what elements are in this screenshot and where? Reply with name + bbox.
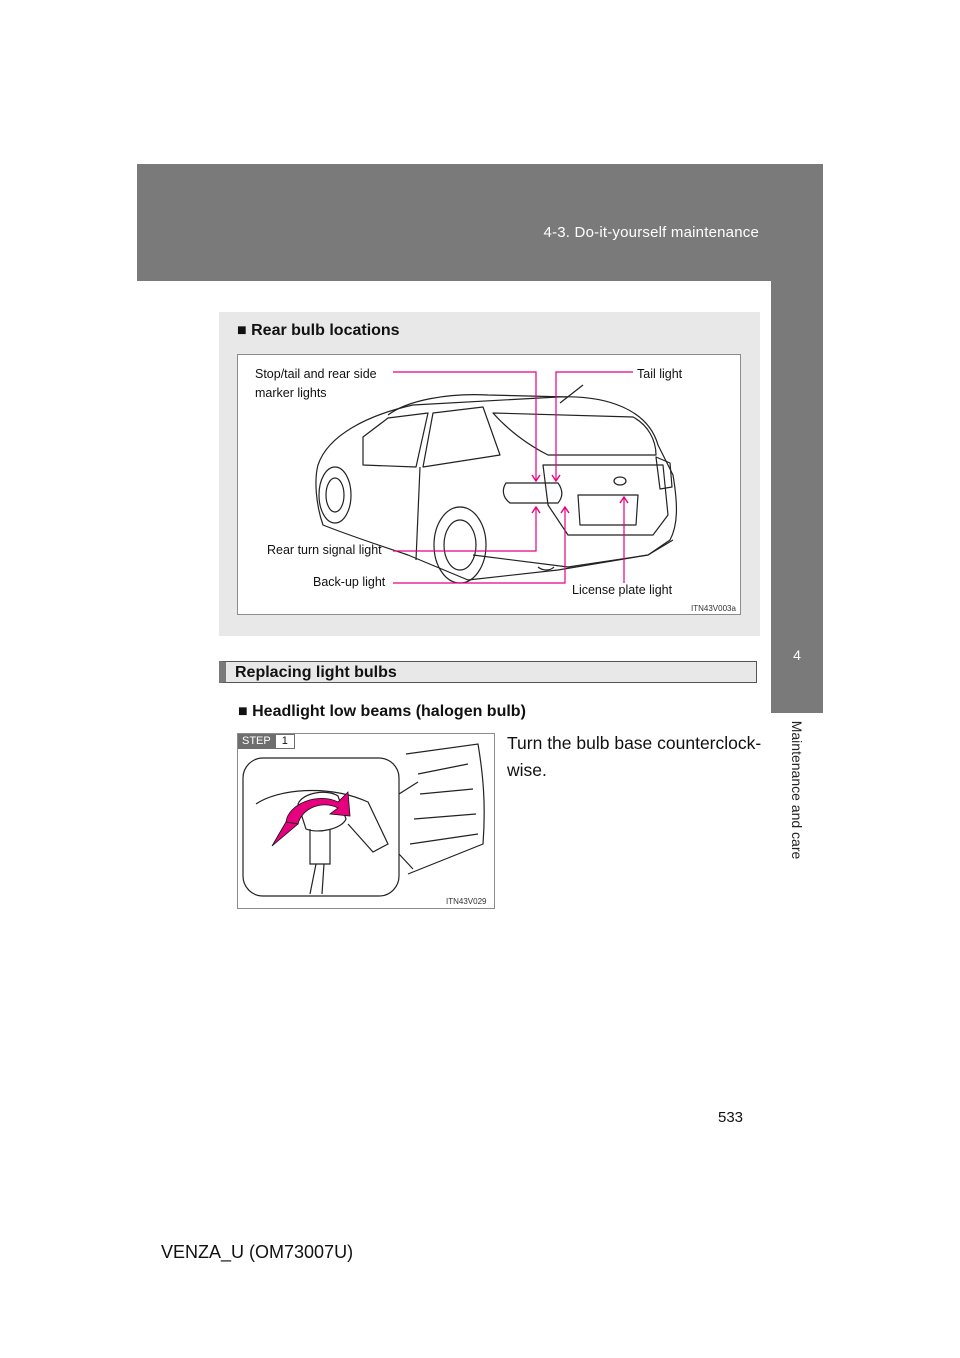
page-number: 533 [718, 1109, 744, 1126]
bulb-wire [310, 864, 324, 894]
plate-area [578, 495, 638, 525]
rear-bulb-panel [219, 312, 760, 636]
step-instruction: Turn the bulb base counterclock-wise. [507, 733, 762, 780]
rear-wheel [434, 507, 486, 583]
leader-rear-turn [393, 507, 536, 551]
bumper [473, 540, 673, 567]
chapter-tab [771, 281, 823, 713]
antenna [560, 385, 583, 403]
callout-license: License plate light [572, 583, 673, 597]
engine-bay [406, 744, 484, 874]
panel-heading: ■ Rear bulb locations [237, 322, 400, 339]
leader-inset [399, 782, 418, 869]
left-tail-lamp [503, 483, 561, 503]
exhaust [538, 567, 554, 570]
zoom-inset [243, 758, 399, 896]
headlight-bulb-illustration [238, 734, 494, 908]
door-line [416, 467, 420, 560]
section-title: 4-3. Do-it-yourself maintenance [543, 224, 759, 241]
emblem [614, 477, 626, 485]
bulb-connector [310, 829, 330, 864]
step-figure-code: ITN43V029 [446, 897, 487, 906]
section-heading [219, 661, 757, 683]
side-window-2 [423, 407, 500, 467]
callout-tail: Tail light [637, 367, 683, 381]
rear-window [493, 413, 656, 455]
callout-rear-turn: Rear turn signal light [267, 543, 382, 557]
rotate-arrow-icon [286, 792, 350, 824]
step-figure [237, 733, 495, 909]
leader-stop-tail [393, 372, 536, 481]
chapter-label: Maintenance and care [789, 720, 805, 860]
chapter-number: 4 [793, 647, 801, 663]
subheading: ■ Headlight low beams (halogen bulb) [238, 703, 526, 720]
side-window-1 [363, 413, 428, 467]
callout-stop-tail: Stop/tail and rear side marker lights [255, 367, 377, 400]
step-number: 1 [275, 734, 295, 749]
document-footer: VENZA_U (OM73007U) [161, 1242, 354, 1262]
front-wheel [319, 467, 351, 523]
figure-code: ITN43V003a [691, 604, 736, 613]
callout-backup: Back-up light [313, 575, 386, 589]
section-title-text: Replacing light bulbs [235, 664, 397, 681]
step-label: STEP [238, 734, 275, 749]
header-band [137, 164, 823, 281]
rear-bulb-figure [237, 354, 741, 615]
